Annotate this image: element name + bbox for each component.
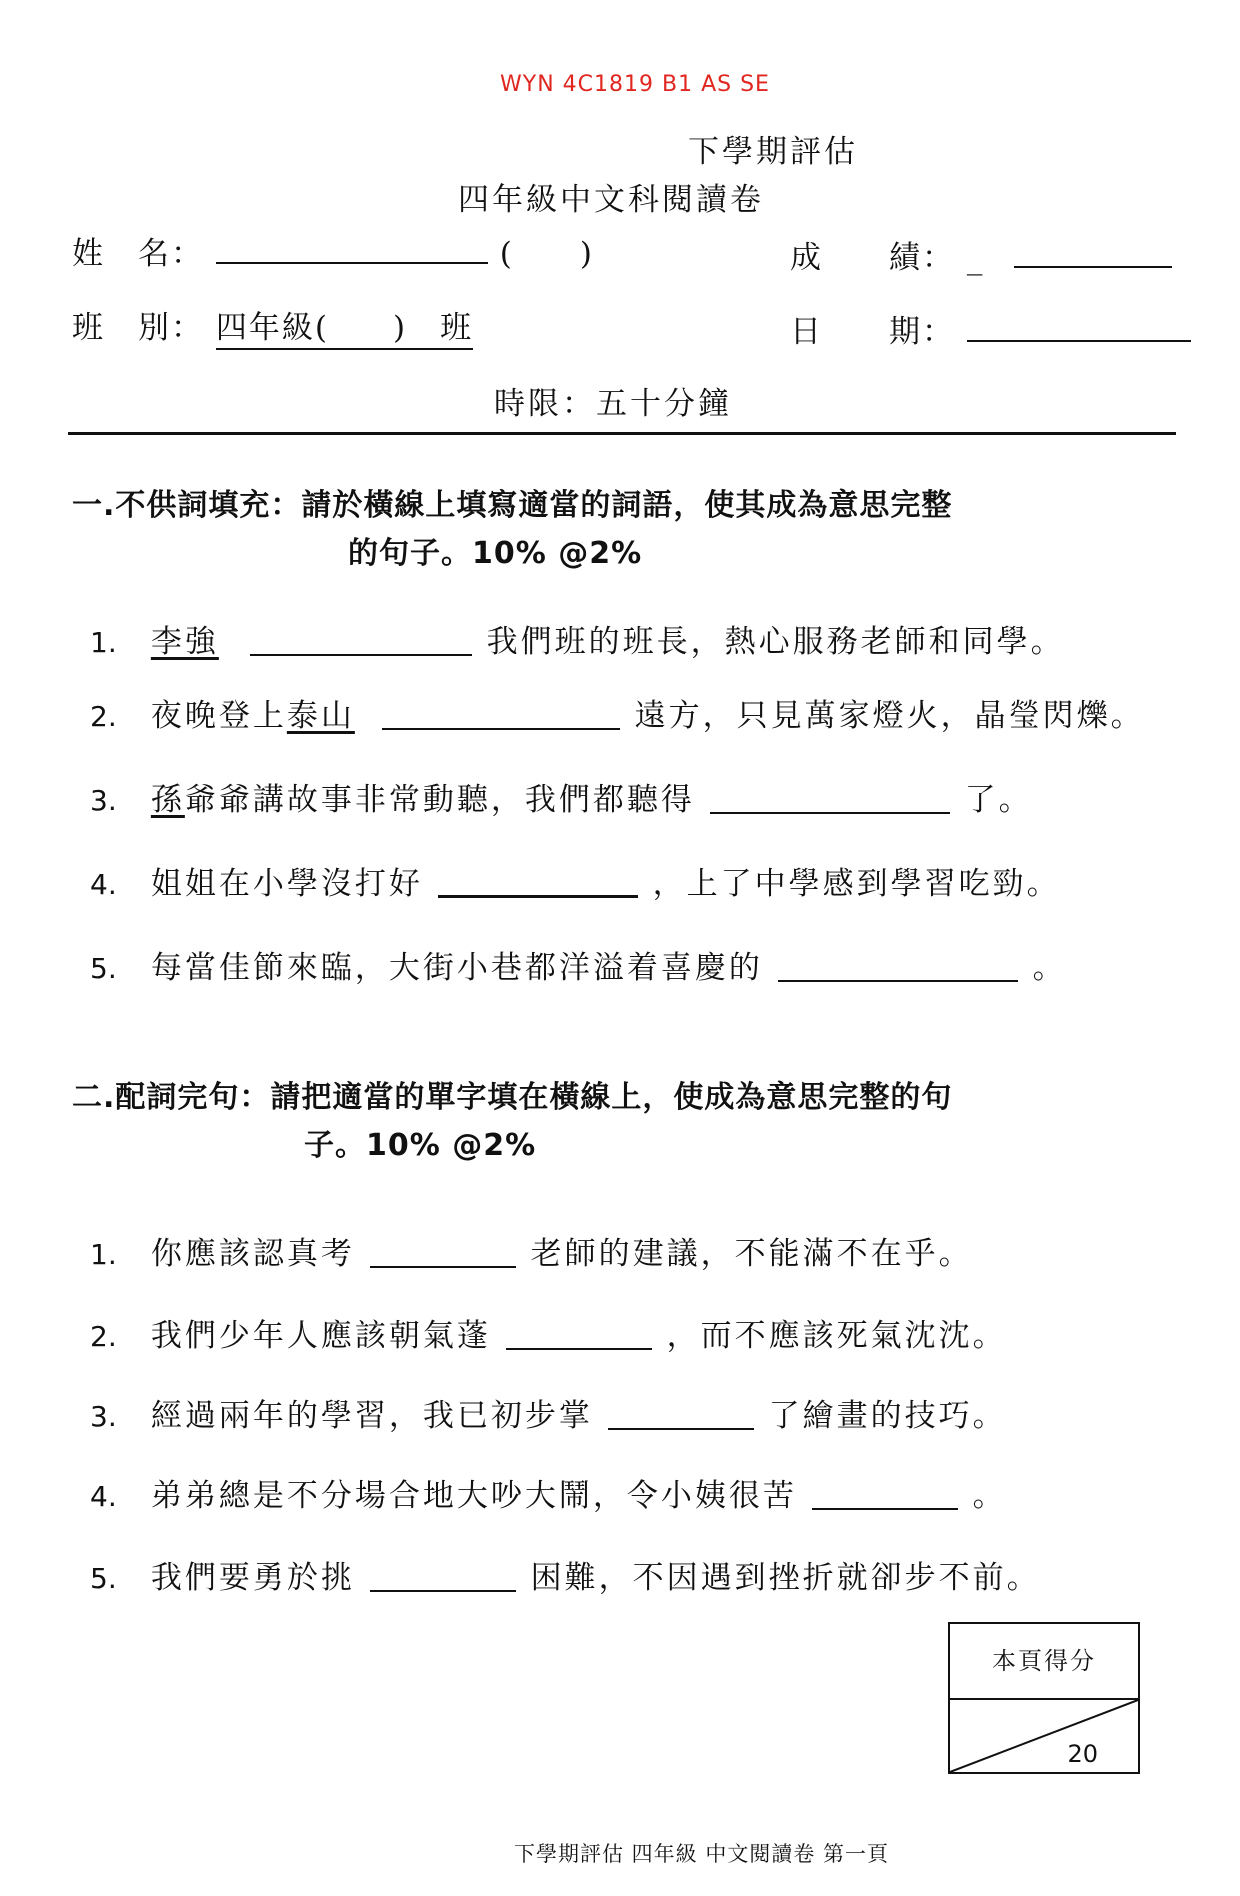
page-footer: 下學期評估 四年級 中文閱讀卷 第一頁 <box>514 1842 890 1866</box>
answer-blank[interactable] <box>506 1318 652 1350</box>
question-text: 我們要勇於挑 <box>150 1560 355 1596</box>
question-text: 我們班的班長，熱心服務老師和同學。 <box>486 624 1065 660</box>
question-text: 困難，不因遇到挫折就卻步不前。 <box>530 1560 1041 1596</box>
section2-heading <box>72 1072 952 1164</box>
s1-question-1 <box>90 616 1065 661</box>
question-text: 了繪畫的技巧。 <box>768 1398 1007 1434</box>
question-text: 經過兩年的學習，我已初步掌 <box>150 1398 593 1434</box>
paper-title: 四年級中文科閱讀卷 <box>458 182 764 218</box>
question-number: 4. <box>90 1480 117 1513</box>
question-text: ，而不應該死氣沈沈。 <box>666 1318 1007 1354</box>
answer-blank[interactable] <box>608 1398 754 1430</box>
s2-question-2 <box>90 1310 1007 1355</box>
question-number: 5. <box>90 1562 117 1595</box>
header-divider <box>68 432 1176 435</box>
paper-code: WYN 4C1819 B1 AS SE <box>500 72 770 97</box>
score-dash: _ <box>966 240 985 276</box>
question-number: 2. <box>90 1320 117 1353</box>
s1-question-4 <box>90 858 1061 903</box>
section1-heading-line2: 的句子。10% @2% <box>348 536 643 571</box>
diagonal-line <box>950 1700 1138 1772</box>
section2-heading-line2: 子。10% @2% <box>304 1128 537 1163</box>
question-number: 3. <box>90 784 117 817</box>
section2-heading-line1: 二.配詞完句：請把適當的單字填在橫線上，使成為意思完整的句 <box>72 1080 953 1115</box>
question-text: 你應該認真考 <box>150 1236 355 1272</box>
question-text: 爺爺講故事非常動聽，我們都聽得 <box>184 782 695 818</box>
question-text: 老師的建議，不能滿不在乎。 <box>530 1236 973 1272</box>
question-number: 1. <box>90 1238 117 1271</box>
question-text: 夜晚登上 <box>150 698 287 734</box>
name-field[interactable] <box>216 234 488 264</box>
class-suffix: ) 班 <box>392 310 474 346</box>
class-prefix: 四年級( <box>215 310 329 346</box>
s1-question-2 <box>90 690 1145 735</box>
date-field[interactable] <box>967 312 1191 342</box>
question-text: 弟弟總是不分場合地大吵大鬧，令小姨很苦 <box>150 1478 797 1514</box>
question-number: 5. <box>90 952 117 985</box>
question-number: 2. <box>90 700 117 733</box>
question-number: 3. <box>90 1400 117 1433</box>
name-label: 姓 名： <box>72 236 204 272</box>
question-text: 我們少年人應該朝氣蓬 <box>150 1318 491 1354</box>
class-field[interactable] <box>216 310 473 350</box>
question-text: 。 <box>1032 950 1067 986</box>
class-number-paren: ( ) <box>499 236 594 272</box>
question-number: 4. <box>90 868 117 901</box>
answer-blank[interactable] <box>370 1236 516 1268</box>
name-row <box>72 228 594 273</box>
score-label: 成 績： <box>790 240 955 276</box>
class-row <box>72 302 473 347</box>
page-score-box <box>948 1622 1140 1774</box>
question-text: 遠方，只見萬家燈火，晶瑩閃爍。 <box>634 698 1145 734</box>
s2-question-3 <box>90 1390 1007 1435</box>
question-text: ，上了中學感到學習吃勁。 <box>652 866 1061 902</box>
time-limit: 時限：五十分鐘 <box>494 386 732 422</box>
score-box-diagonal <box>950 1700 1138 1772</box>
section1-heading <box>72 480 952 572</box>
class-label: 班 別： <box>72 310 204 346</box>
question-number: 1. <box>90 626 117 659</box>
answer-blank[interactable] <box>382 698 620 730</box>
answer-blank[interactable] <box>370 1560 516 1592</box>
answer-blank[interactable] <box>250 624 472 656</box>
score-field[interactable] <box>1014 238 1172 268</box>
proper-name: 孫 <box>150 782 185 818</box>
score-box-label: 本頁得分 <box>950 1624 1138 1700</box>
s2-question-4 <box>90 1470 1007 1515</box>
answer-blank[interactable] <box>438 865 638 898</box>
score-row <box>790 232 1172 277</box>
date-row <box>790 306 1191 351</box>
answer-blank[interactable] <box>778 950 1018 982</box>
question-text: 姐姐在小學沒打好 <box>150 866 423 902</box>
s1-question-3 <box>90 774 1033 819</box>
proper-name: 李強 <box>150 624 219 660</box>
question-text: 。 <box>972 1478 1007 1514</box>
section1-heading-line1: 一.不供詞填充：請於橫線上填寫適當的詞語，使其成為意思完整 <box>72 488 953 523</box>
question-text: 了。 <box>964 782 1033 818</box>
s2-question-5 <box>90 1552 1041 1597</box>
proper-name: 泰山 <box>286 698 355 734</box>
answer-blank[interactable] <box>812 1478 958 1510</box>
question-text: 每當佳節來臨，大街小巷都洋溢着喜慶的 <box>150 950 763 986</box>
term-title: 下學期評估 <box>688 134 858 170</box>
s2-question-1 <box>90 1228 973 1273</box>
date-label: 日 期： <box>790 314 955 350</box>
score-box-total: 20 <box>1067 1740 1098 1768</box>
s1-question-5 <box>90 942 1067 987</box>
answer-blank[interactable] <box>710 782 950 814</box>
